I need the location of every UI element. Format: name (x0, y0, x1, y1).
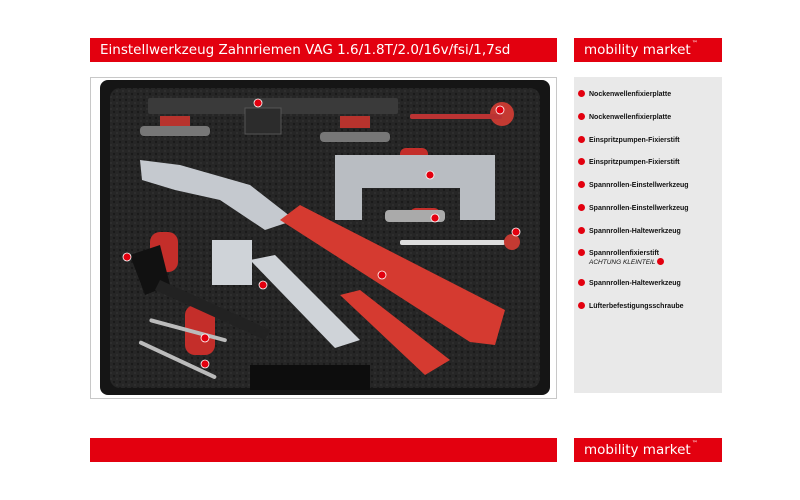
legend-panel (574, 77, 722, 393)
legend-item: Einspritzpumpen-Fixierstift (578, 136, 680, 145)
brand-logo-bottom (574, 438, 722, 462)
marker-icon (578, 227, 585, 234)
legend-item: Spannrollen-Einstellwerkzeug (578, 204, 689, 213)
brand-name: mobility market (584, 442, 691, 458)
marker-icon (578, 279, 585, 286)
marker-icon (657, 258, 664, 265)
title-banner (90, 38, 557, 62)
marker-icon (578, 302, 585, 309)
brand-logo-top (574, 38, 722, 62)
marker-icon (578, 204, 585, 211)
marker-icon (578, 181, 585, 188)
legend-item: Spannrollenfixierstift ACHTUNG KLEINTEIL (578, 249, 664, 267)
marker-icon (578, 158, 585, 165)
warning-note: ACHTUNG KLEINTEIL (589, 258, 664, 267)
legend-item: Nockenwellenfixierplatte (578, 113, 671, 122)
marker-icon (578, 90, 585, 97)
legend-item: Spannrollen-Einstellwerkzeug (578, 181, 689, 190)
marker-icon (578, 249, 585, 256)
marker-icon (578, 113, 585, 120)
brand-name: mobility market (584, 42, 691, 58)
tool-case-photo (100, 80, 550, 395)
legend-item: Nockenwellenfixierplatte (578, 90, 671, 99)
brand-trademark: ™ (691, 440, 698, 447)
footer-banner (90, 438, 557, 462)
legend-item: Lüfterbefestigungsschraube (578, 302, 684, 311)
marker-icon (578, 136, 585, 143)
legend-item: Spannrollen-Haltewerkzeug (578, 227, 681, 236)
legend-item: Spannrollen-Haltewerkzeug (578, 279, 681, 288)
brand-trademark: ™ (691, 40, 698, 47)
page-title: Einstellwerkzeug Zahnriemen VAG 1.6/1.8T/2.0/16v/fsi/1,7sd (100, 42, 511, 58)
legend-item: Einspritzpumpen-Fixierstift (578, 158, 680, 167)
